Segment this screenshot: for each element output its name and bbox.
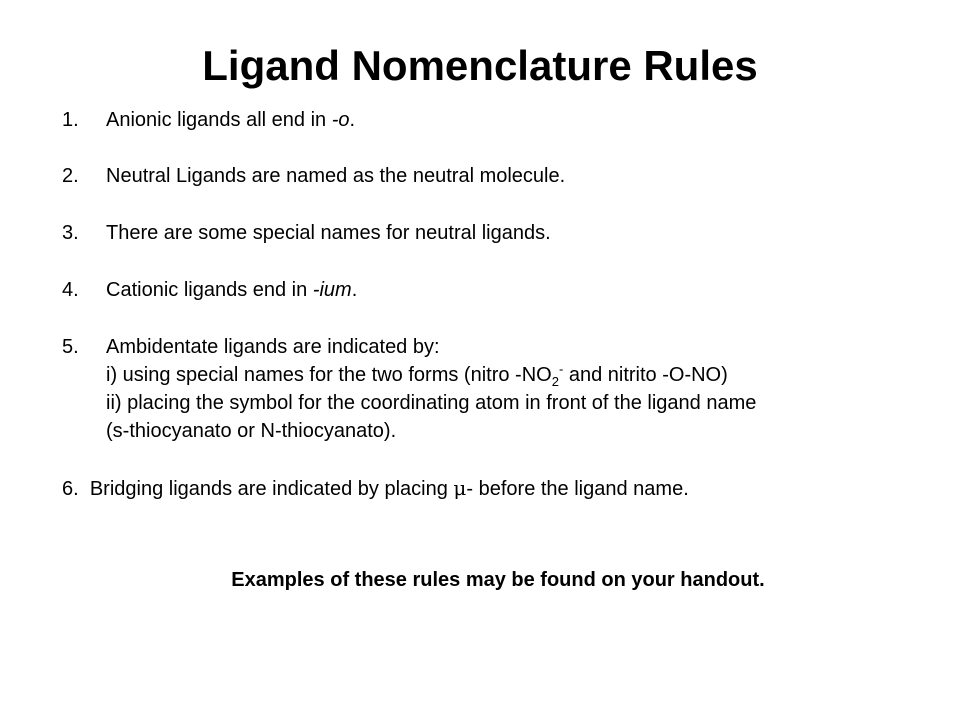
- rule-3: [62, 219, 551, 247]
- rule-2: [62, 162, 565, 190]
- rule-text: Cationic ligands end in: [106, 279, 313, 301]
- rule-number: 5.: [62, 336, 79, 358]
- rule-number: 1.: [62, 109, 79, 131]
- mu-symbol: μ: [453, 476, 467, 500]
- rule-text-end: .: [351, 279, 358, 301]
- nitro-subscript: 2: [551, 374, 559, 389]
- rule-5-sub-ii: [106, 389, 756, 417]
- rule-text: Ambidentate ligands are indicated by:: [106, 336, 440, 358]
- sub-i-text-end: and nitrito -O-NO): [563, 364, 728, 386]
- rule-suffix: -ium: [312, 279, 352, 301]
- sub-iii-text: (s-thiocyanato or N-thiocyanato).: [106, 420, 397, 442]
- rule-number: 3.: [62, 222, 79, 244]
- rule-text: Neutral Ligands are named as the neutral molecule.: [106, 165, 566, 187]
- rule-suffix: -o: [331, 109, 350, 131]
- rule-text: Anionic ligands all end in: [106, 109, 332, 131]
- rule-1: [62, 106, 355, 134]
- rule-5: [62, 333, 440, 361]
- rule-6: [62, 474, 689, 503]
- rule-number: 6.: [62, 478, 79, 500]
- rule-text: Bridging ligands are indicated by placing: [89, 478, 454, 500]
- slide-title: Ligand Nomenclature Rules: [202, 42, 758, 89]
- nitro-superscript: -: [558, 361, 564, 377]
- handout-note: Examples of these rules may be found on your handout.: [231, 569, 765, 591]
- rule-5-sub-iii: [106, 417, 396, 445]
- sub-i-text: i) using special names for the two forms (nitro -NO: [106, 364, 552, 386]
- sub-ii-text: ii) placing the symbol for the coordinating atom in front of the ligand name: [106, 392, 757, 414]
- rule-number: 4.: [62, 279, 79, 301]
- rule-4: [62, 276, 357, 304]
- rule-5-sub-i: [106, 361, 728, 389]
- rule-number: 2.: [62, 165, 79, 187]
- rule-text-end: .: [349, 109, 356, 131]
- rule-text: There are some special names for neutral ligands.: [106, 222, 551, 244]
- rule-text-end: - before the ligand name.: [466, 478, 689, 500]
